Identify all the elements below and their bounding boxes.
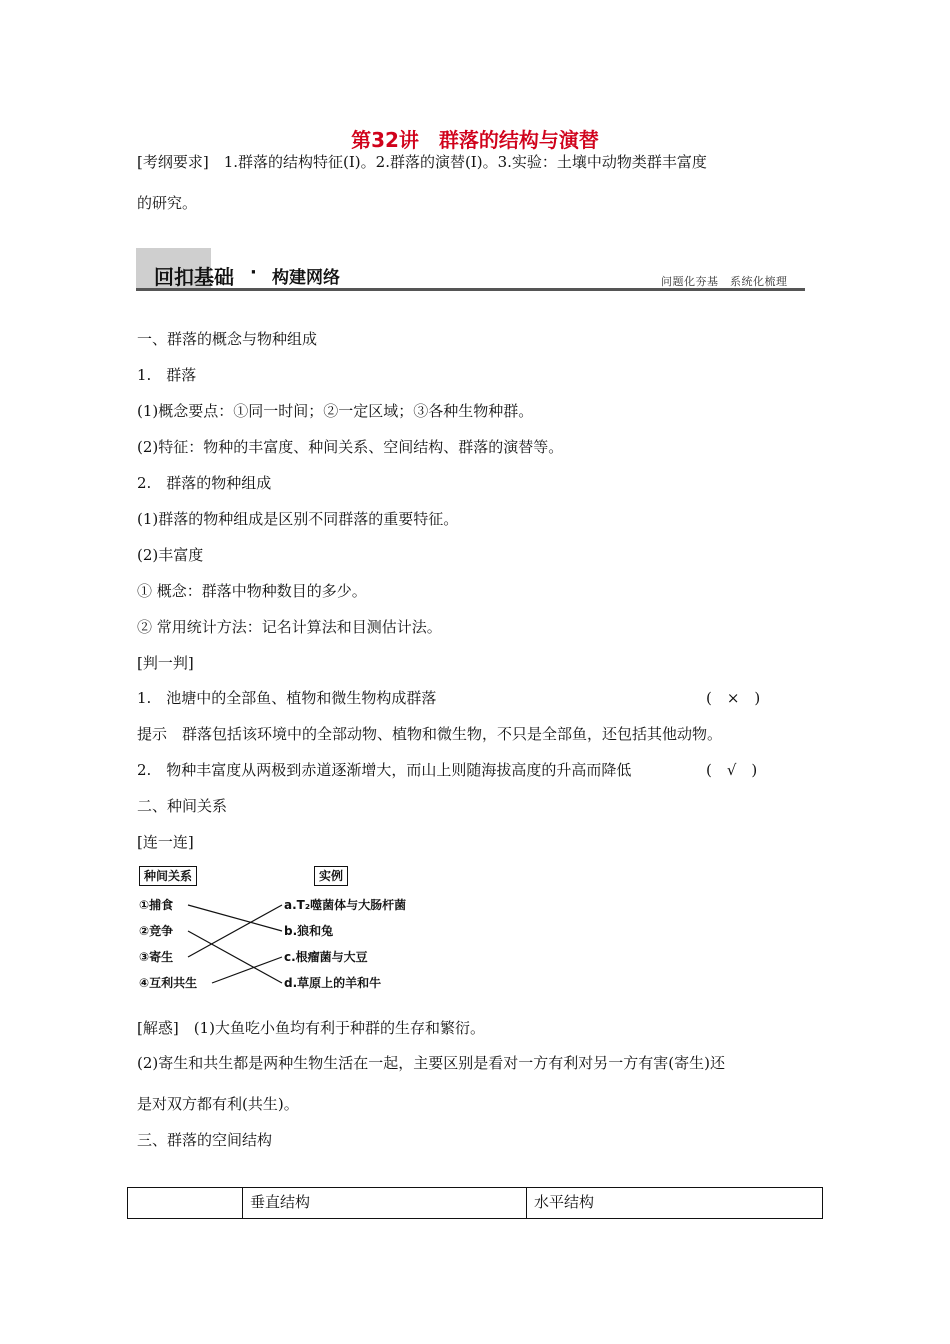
judge-hint: 提示 群落包括该环境中的全部动物、植物和微生物，不只是全部鱼，还包括其他动物。: [137, 725, 723, 743]
example-d: d.草原上的羊和牛: [284, 976, 382, 990]
section-3-heading: 三、群落的空间结构: [137, 1131, 273, 1149]
solve-2: (2)寄生和共生都是两种生物生活在一起，主要区别是看对一方有利对另一方有害(寄生)还: [137, 1054, 725, 1072]
judge-question-1: 1. 池塘中的全部鱼、植物和微生物构成群落: [137, 689, 437, 707]
section-1-item-2: 2. 群落的物种组成: [137, 474, 272, 492]
section-1-heading: 一、群落的概念与物种组成: [137, 330, 318, 348]
table-header-vertical: 垂直结构: [250, 1193, 311, 1211]
judge-heading: [判一判]: [137, 654, 194, 672]
link-predation-b: [188, 905, 282, 931]
example-box: 实例: [314, 866, 348, 886]
solve-1: [解惑] (1)大鱼吃小鱼均有利于种群的生存和繁衍。: [137, 1019, 485, 1037]
relation-box: 种间关系: [139, 866, 197, 886]
relation-predation: ①捕食: [139, 898, 174, 912]
section-1-item-1-p1: (1)概念要点：①同一时间；②一定区域；③各种生物种群。: [137, 402, 534, 420]
table-divider: [242, 1188, 243, 1218]
section-1-item-2-p4: ② 常用统计方法：记名计算法和目测估计法。: [137, 618, 442, 636]
example-c: c.根瘤菌与大豆: [284, 950, 368, 964]
matching-diagram: [136, 862, 426, 1002]
relation-competition: ②竞争: [139, 924, 174, 938]
judge-answer-1: ( × ): [706, 689, 761, 707]
requirements-line-2: 的研究。: [137, 194, 198, 212]
example-a: a.T₂噬菌体与大肠杆菌: [284, 898, 407, 912]
table-divider: [526, 1188, 527, 1218]
section-1-item-2-p3: ① 概念：群落中物种数目的多少。: [137, 582, 367, 600]
section-2-heading: 二、种间关系: [137, 797, 228, 815]
link-parasitism-a: [188, 905, 282, 957]
solve-3: 是对双方都有利(共生)。: [137, 1095, 299, 1113]
requirements-line-1: [考纲要求] 1.群落的结构特征(Ⅰ)。2.群落的演替(Ⅰ)。3.实验：土壤中动物类群丰富度: [137, 153, 707, 171]
banner-subtitle: 构建网络: [272, 268, 340, 288]
table-header-horizontal: 水平结构: [534, 1193, 595, 1211]
connect-heading: [连一连]: [137, 833, 194, 851]
section-1-item-1-p2: (2)特征：物种的丰富度、种间关系、空间结构、群落的演替等。: [137, 438, 564, 456]
link-competition-d: [188, 931, 282, 983]
link-mutualism-c: [212, 957, 282, 983]
relation-parasitism: ③寄生: [139, 950, 174, 964]
banner-dot: ·: [250, 262, 257, 283]
judge-question-2: 2. 物种丰富度从两极到赤道逐渐增大，而山上则随海拔高度的升高而降低: [137, 761, 632, 779]
banner-main-title: 回扣基础: [154, 265, 234, 289]
page-title: 第32讲 群落的结构与演替: [351, 128, 599, 152]
section-1-item-2-p1: (1)群落的物种组成是区别不同群落的重要特征。: [137, 510, 459, 528]
structure-table: [127, 1187, 823, 1219]
section-1-item-2-p2: (2)丰富度: [137, 546, 204, 564]
section-1-item-1: 1. 群落: [137, 366, 197, 384]
relation-mutualism: ④互利共生: [139, 976, 198, 990]
example-b: b.狼和兔: [284, 924, 334, 938]
judge-answer-2: ( √ ): [706, 761, 758, 779]
banner-tagline: 问题化夯基 系统化梳理: [661, 275, 788, 288]
